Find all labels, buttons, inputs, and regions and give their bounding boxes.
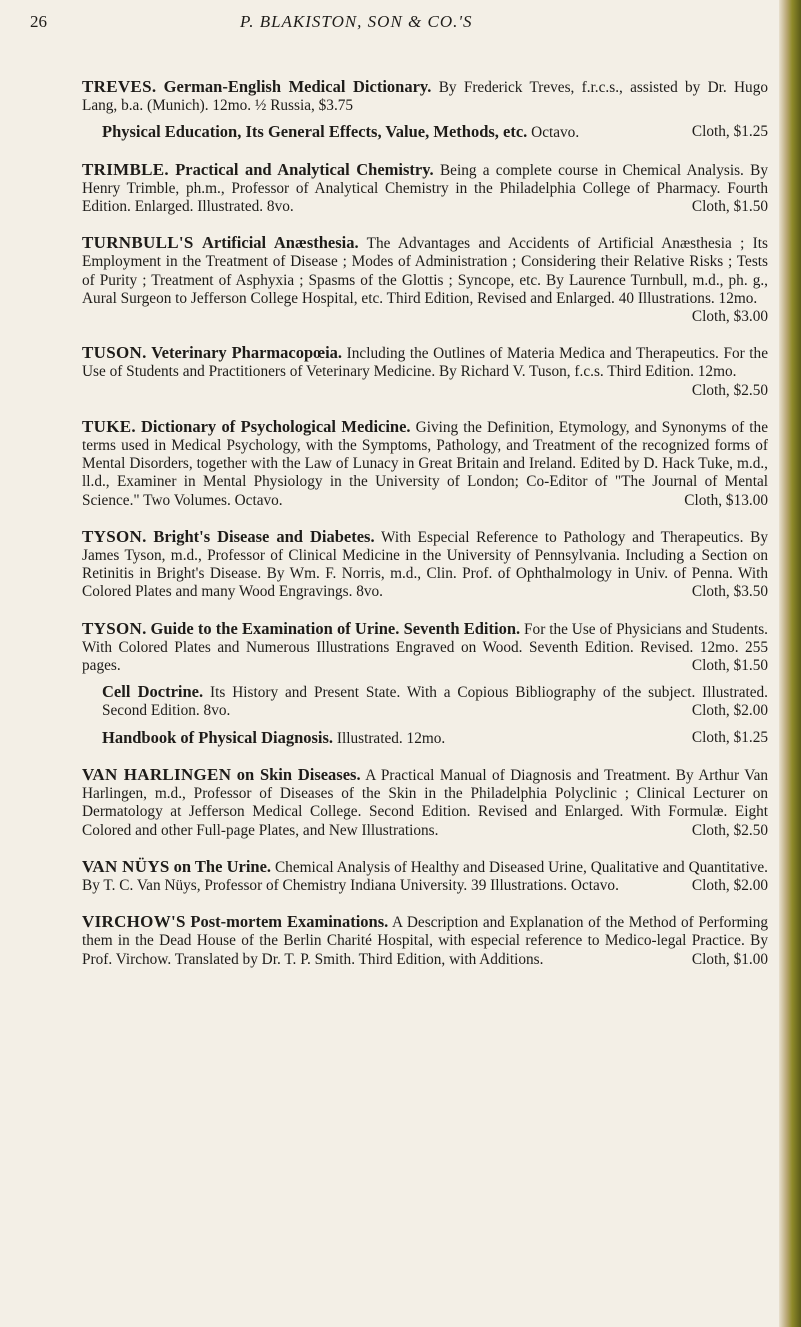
entry-description: Illustrated. 12mo. [336,729,446,747]
entry-title: Handbook of Physical Diagnosis. [102,727,334,747]
catalog-entry [102,683,768,720]
entry-price: Cloth, $1.50 [691,657,768,675]
entry-price: Cloth, $3.50 [691,583,768,601]
entry-title: German-English Medical Dictionary. [163,77,432,96]
entry-headword: TRIMBLE. [82,159,169,179]
running-head: P. BLAKISTON, SON & CO.'S [240,12,473,31]
entry-title: Cell Doctrine. [102,682,204,702]
entry-price: Cloth, $1.50 [691,198,768,216]
entry-headword: TREVES. [82,77,157,96]
page-header [30,12,760,36]
catalog-entry [82,620,768,676]
catalog-entry [82,234,768,326]
entry-price: Cloth, $3.00 [691,308,768,326]
entry-price: Cloth, $2.50 [691,821,768,839]
entry-title: on The Urine. [173,856,272,876]
entry-headword: TURNBULL'S [82,233,194,253]
catalog-entry [82,858,768,895]
entry-price: Cloth, $1.25 [691,123,768,141]
entry-description: Being a complete course in Chemical Analysis. By Henry Trimble, ph.m., Professor of Analytical Chemistry in the Philadelphia College of Pharmacy. Fourth Edition. Enlarged. Illustrated. 8vo. [82,161,768,216]
entry-price: Cloth, $2.00 [691,702,768,720]
entry-headword: TUSON. [82,343,147,363]
entry-description: Octavo. [531,124,580,142]
entry-price: Cloth, $13.00 [684,491,768,509]
catalog-entry [82,344,768,400]
entry-description: Chemical Analysis of Healthy and Diseased Urine, Qualitative and Quantitative. By T. C. Van Nüys, Professor of Chemistry Indiana University. 39 Illustrations. Octavo. [82,858,769,894]
entry-description: For the Use of Physicians and Students. With Colored Plates and Numerous Illustrations Engraved on Wood. Seventh Edition. Revised. 12mo. 255 pages. [82,620,769,675]
entry-price: Cloth, $2.00 [691,876,768,894]
catalog-entry [102,123,768,142]
entry-description: The Advantages and Accidents of Artificial Anæsthesia ; Its Employment in the Treatment of Disease ; Modes of Administration ; Considering their Relative Risks ; Tests of Purity ; Treatment of Asphyxia ; Spasms of the Glottis ; Syncope, etc. By Laurence Turnbull, m.d., ph. g., Aural Surgeon to Jefferson College Hospital, etc. Third Edition, Revised and Enlarged. 40 Illustrations. 12mo. [82,235,768,307]
entry-title: Artificial Anæsthesia. [201,233,359,253]
entry-title: Dictionary of Psychological Medicine. [141,416,411,436]
entry-description: By Frederick Treves, f.r.c.s., assisted by Dr. Hugo Lang, b.a. (Munich). 12mo. ½ Russia, $3.75 [82,79,769,115]
entry-headword: VAN HARLINGEN [82,764,232,784]
entry-headword: VIRCHOW'S [82,912,186,932]
entry-headword: TUKE. [82,416,136,436]
entry-headword: TYSON. [82,618,147,638]
entry-description: A Practical Manual of Diagnosis and Treatment. By Arthur Van Harlingen, m.d., Professor of Diseases of the Skin in the Philadelphia Polyclinic ; Clinical Lecturer on Dermatology at Jefferson Medical College. Second Edition. Revised and Enlarged. With Formulæ. Eight Colored and other Full-page Plates, and New Illustrations. [82,766,769,839]
catalog-entry [82,78,768,115]
catalog-entry [82,528,768,602]
catalog-entry [82,913,768,969]
entry-description: Including the Outlines of Materia Medica and Therapeutics. For the Use of Students and Practitioners of Veterinary Medicine. By Richard V. Tuson, f.c.s. Third Edition. 12mo. [82,345,768,381]
book-edge [779,0,801,1327]
entry-title: Bright's Disease and Diabetes. [153,526,375,546]
entry-title: Veterinary Pharmacopœia. [151,343,343,363]
entry-price: Cloth, $2.50 [691,381,768,399]
entry-title: Post-mortem Examinations. [190,912,389,932]
entry-title: Physical Education, Its General Effects, Value, Methods, etc. [102,122,528,142]
catalog-entry [82,766,768,840]
entry-title: Guide to the Examination of Urine. Seventh Edition. [150,618,521,638]
entry-description: A Description and Explanation of the Method of Performing them in the Dead House of the Berlin Charité Hospital, with especial reference to Medico-legal Practice. By Prof. Virchow. Translated by Dr. T. P. Smith. Third Edition, with Additions. [82,914,768,968]
entry-description: Its History and Present State. With a Copious Bibliography of the subject. Illustrated. Second Edition. 8vo. [102,684,768,720]
entry-description: Giving the Definition, Etymology, and Synonyms of the terms used in Medical Psychology, with the Symptoms, Pathology, and Treatment of the recognized forms of Mental Disorders, together with the Law of Lunacy in Great Britain and Ireland. Edited by D. Hack Tuke, m.d., ll.d., Examiner in Mental Physiology in the University of London; Co-Editor of "The Journal of Mental Science." Two Volumes. Octavo. [82,418,768,509]
entry-headword: VAN NÜYS [82,856,170,876]
catalog-entry [82,161,768,217]
entry-title: Practical and Analytical Chemistry. [175,159,434,179]
catalog-entry [102,729,768,748]
entry-description: With Especial Reference to Pathology and Therapeutics. By James Tyson, m.d., Professor of Clinical Medicine in the University of Pennsylvania. Including a Section on Retinitis in Bright's Disease. By Wm. F. Norris, m.d., Clin. Prof. of Ophthalmology in Univ. of Penna. With Colored Plates and many Wood Engravings. 8vo. [82,528,768,601]
entry-price: Cloth, $1.25 [691,728,768,746]
entry-headword: TYSON. [82,526,147,546]
page-number: 26 [30,12,47,31]
catalog-entry [82,418,768,510]
entry-price: Cloth, $1.00 [691,950,768,968]
entry-title: on Skin Diseases. [236,764,361,784]
catalog-page [82,78,768,987]
